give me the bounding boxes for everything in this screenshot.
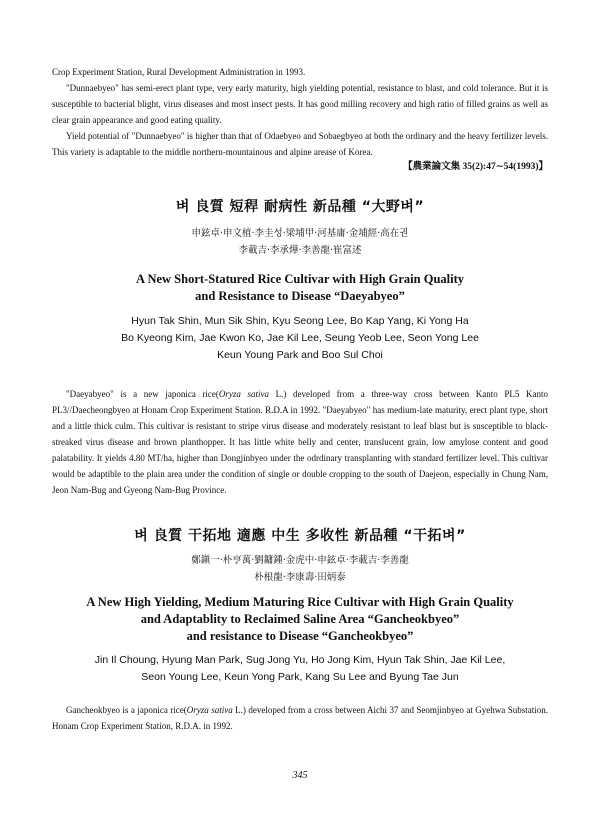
abstract-text-start: "Daeyabyeo" is a new japonica rice( (66, 389, 219, 399)
english-authors-line-2: Seon Young Lee, Keun Yong Park, Kang Su Lee and Byung Tae Jun (141, 671, 459, 683)
english-authors-line-3: Keun Young Park and Boo Sul Choi (217, 349, 383, 361)
english-title-line-2: and Resistance to Disease “Daeyabyeo” (195, 289, 405, 303)
article-daeyabyeo (52, 197, 548, 498)
abstract (52, 386, 548, 498)
english-title-line-1: A New Short-Statured Rice Cultivar with High Grain Quality (135, 272, 464, 286)
intro-paragraph-description: "Dunnaebyeo" has semi-erect plant type, very early maturity, high yielding potential, resistance to blast, and cold tolerance. But it is susceptible to bacterial blight, virus diseases and most insect pests. It has good milling recovery and high ratio of filled grains as well as clear grain appearance and good eating quality. (52, 83, 548, 125)
journal-citation: 【農業論文集 35(2):47∼54(1993)】 (403, 162, 548, 172)
intro-paragraph-yield: Yield potential of "Dunnaebyeo" is higher than that of Odaebyeo and Sobaegbyeo at both the ordinary and the heavy fertilizer levels. This variety is adaptable to the middle northern-mountainous and alpine arease of Korea. (52, 131, 548, 157)
korean-authors-line-2: 李載吉·李承燁·李善龍·崔富述 (238, 245, 362, 256)
korean-title: 벼 良質 干拓地 適應 中生 多收性 新品種 “干拓벼” (134, 528, 466, 544)
english-title-line-1: A New High Yielding, Medium Maturing Rice Cultivar with High Grain Quality (86, 595, 514, 609)
intro-section (52, 64, 548, 175)
abstract-text-start: Gancheokbyeo is a japonica rice( (66, 705, 187, 715)
korean-title: 벼 良質 短稈 耐病性 新品種 “大野벼” (175, 199, 425, 215)
abstract (52, 702, 548, 734)
english-title-line-3: and resistance to Disease “Gancheokbyeo” (186, 629, 414, 643)
species-name: Oryza sativa (186, 705, 233, 715)
species-name: Oryza sativa (218, 389, 270, 399)
english-authors-line-2: Bo Kyeong Kim, Jae Kwon Ko, Jae Kil Lee, Seung Yeob Lee, Seon Yong Lee (121, 332, 479, 344)
korean-authors-line-1: 申鉉卓·申文植·李圭성·梁埔甲·河基庸·金埔經·高在권 (191, 228, 409, 239)
english-title-line-2: and Adaptablity to Reclaimed Saline Area “Gancheokbyeo” (140, 612, 460, 626)
page-content (52, 64, 548, 734)
page-number: 345 (292, 770, 308, 781)
korean-authors-line-1: 鄭鎭一·朴亨萬·劉鏞鍾·金虎中·申鉉卓·李載吉·李善龍 (191, 555, 409, 566)
korean-authors-line-2: 朴根龍·李康壽·田炳泰 (254, 572, 346, 583)
intro-line: Crop Experiment Station, Rural Development Administration in 1993. (52, 67, 306, 77)
english-authors-line-1: Jin Il Choung, Hyung Man Park, Sug Jong Yu, Ho Jong Kim, Hyun Tak Shin, Jae Kil Lee, (94, 654, 506, 666)
english-authors-line-1: Hyun Tak Shin, Mun Sik Shin, Kyu Seong Lee, Bo Kap Yang, Ki Yong Ha (131, 315, 469, 327)
article-gancheokbyeo (52, 526, 548, 734)
abstract-text-rest: L.) developed from a cross between Aichi 37 and Seomjinbyeo at Gyehwa Substation. Honam Crop Experiment Station, R.D.A. in 1992. (52, 705, 548, 731)
abstract-text-rest: L.) developed from a three-way cross between Kanto PL5 Kanto PL3//Daecheongbyeo at Honam Crop Experiment Station. R.D.A in 1992. "Daeyabyeo" has medium-late maturity, erect plant type, short and a little thick culm. This cultivar is resistant to stripe virus disease and moderately resistant to leaf blast but is susceptible to black-streaked virus disease and brown planthopper. It has little white belly and center, translucent grain, low amylose content and good palatability. It yields 4.80 MT/ha, higher than Dongjinbyeo under the odrdinary transplanting with standard fertilizer level. This cultivar would be adaptible to the plain area under the condition of single or double cropping to the south of Daejeon, especially in Chung Nam, Jeon Nam-Bug and Gyeong Nam-Bug Province. (52, 389, 548, 495)
